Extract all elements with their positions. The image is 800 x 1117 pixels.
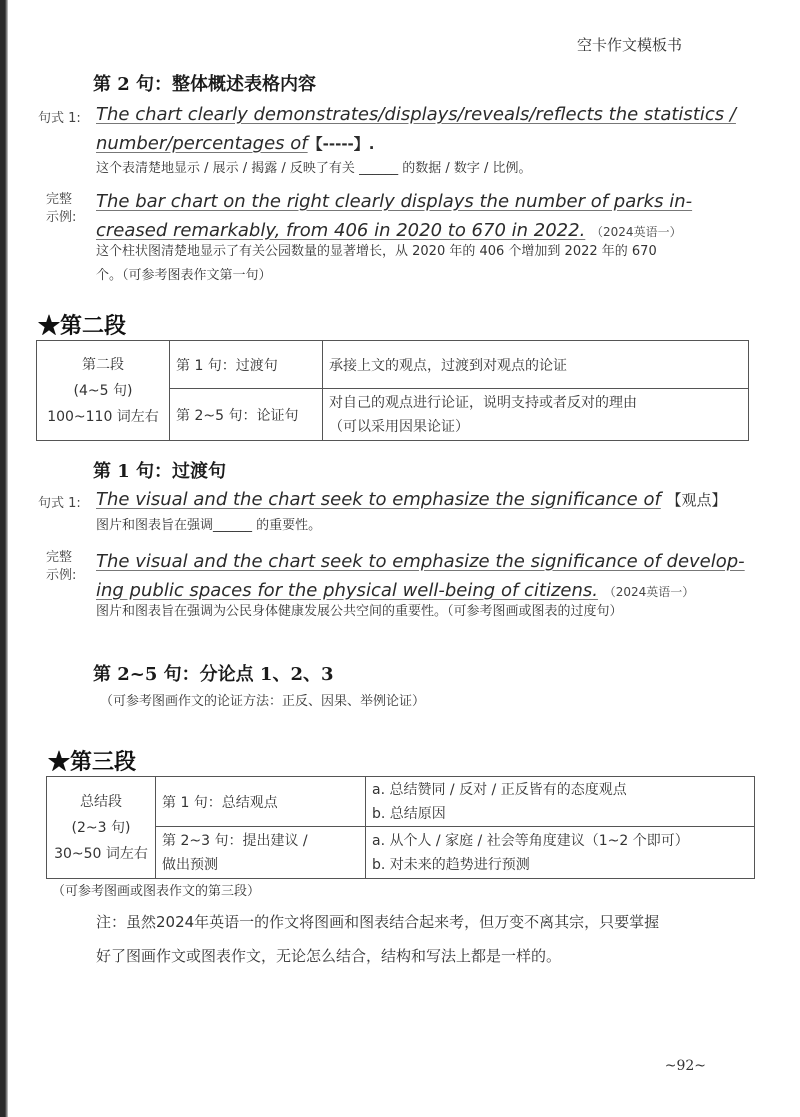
p3-row2-desc-b: b. 对未来的趋势进行预测 (372, 856, 530, 873)
p3-left-cell (47, 777, 156, 879)
p3-row1-desc (366, 777, 755, 827)
footnote (96, 905, 786, 973)
s1-example-source: （2024英语一） (603, 585, 695, 599)
p3-left-line3: 30~50 词左右 (54, 845, 148, 862)
pattern-line-1: The chart clearly demonstrates/displays/reveals/reflects the statistics / (96, 104, 736, 125)
s1-pattern-bracket: 【观点】 (666, 491, 727, 509)
example-translation (96, 240, 766, 288)
p2-row2-desc-line1: 对自己的观点进行论证，说明支持或者反对的理由 (329, 394, 637, 411)
paragraph3-table (46, 776, 755, 879)
s1-pattern-translation: 图片和图表旨在强调______ 的重要性。 (96, 518, 322, 533)
example-translation-line1: 这个柱状图清楚地显示了有关公园数量的显著增长，从 2020 年的 406 个增加到 2022 年的 670 (96, 244, 657, 259)
s1-example-line2: ing public spaces for the physical well-being of citizens. (96, 580, 598, 601)
p2-row1-label: 第 1 句：过渡句 (170, 341, 323, 389)
s1-example-label (46, 549, 90, 585)
sentence2-5-heading: 第 2~5 句：分论点 1、2、3 (93, 664, 334, 685)
running-header: 空卡作文模板书 (576, 36, 682, 54)
example-english (96, 187, 776, 247)
p2-left-line1: 第二段 (82, 356, 124, 373)
sentence2-5-note: （可参考图画作文的论证方法：正反、因果、举例论证） (100, 694, 426, 709)
p3-row1-desc-b: b. 总结原因 (372, 805, 446, 822)
sentence1-heading: 第 1 句：过渡句 (93, 461, 227, 482)
pattern-translation: 这个表清楚地显示 / 展示 / 揭露 / 反映了有关 ______ 的数据 / 数字 / 比例。 (96, 161, 532, 176)
p3-row2-desc-a: a. 从个人 / 家庭 / 社会等角度建议（1~2 个即可） (372, 832, 689, 849)
p2-left-line2: (4~5 句) (73, 382, 133, 399)
p2-left-cell (37, 341, 170, 441)
footnote-line2: 好了图画作文或图表作文，无论怎么结合，结构和写法上都是一样的。 (96, 947, 562, 965)
sentence2-heading: 第 2 句：整体概述表格内容 (93, 74, 317, 95)
s1-example-line1: The visual and the chart seek to emphasize the significance of develop- (96, 551, 745, 572)
pattern-english (96, 100, 776, 159)
book-spine-shadow (0, 0, 8, 1117)
p3-row2-label-line2: 做出预测 (162, 856, 218, 873)
placeholder-bracket: 【-----】. (307, 135, 375, 153)
p3-left-line1: 总结段 (80, 793, 122, 810)
p3-row2-label-line1: 第 2~3 句：提出建议 / (162, 832, 308, 849)
s1-example-english (96, 547, 776, 607)
p3-row2-desc (366, 827, 755, 879)
paragraph3-title: ★第三段 (48, 749, 137, 775)
p2-row2-desc (323, 389, 749, 441)
example-label-line2: 示例: (46, 210, 77, 225)
s1-example-translation: 图片和图表旨在强调为公民身体健康发展公共空间的重要性。（可参考图画或图表的过度句） (96, 604, 623, 619)
page-number: ~92~ (664, 1058, 706, 1074)
s1-example-label-line1: 完整 (46, 550, 73, 565)
p2-row2-label: 第 2~5 句：论证句 (170, 389, 323, 441)
p2-row1-desc: 承接上文的观点，过渡到对观点的论证 (323, 341, 749, 389)
p2-row2-desc-line2: （可以采用因果论证） (329, 418, 469, 435)
paragraph2-table (36, 340, 749, 441)
pattern-line-2: number/percentages of (96, 133, 308, 154)
example-line-1: The bar chart on the right clearly displays the number of parks in- (96, 191, 693, 212)
s1-pattern-text: The visual and the chart seek to emphasize the significance of (96, 489, 661, 510)
p2-left-line3: 100~110 词左右 (47, 408, 159, 425)
p3-row1-desc-a: a. 总结赞同 / 反对 / 正反皆有的态度观点 (372, 781, 627, 798)
s1-pattern-label: 句式 1: (38, 496, 81, 511)
example-label-line1: 完整 (46, 192, 73, 207)
example-line-2: creased remarkably, from 406 in 2020 to 670 in 2022. (96, 220, 586, 241)
example-translation-line2: 个。（可参考图表作文第一句） (96, 268, 272, 283)
pattern-label: 句式 1: (38, 111, 81, 126)
footnote-line1: 注：虽然2024年英语一的作文将图画和图表结合起来考，但万变不离其宗，只要掌握 (96, 913, 660, 931)
s1-example-label-line2: 示例: (46, 568, 77, 583)
p3-left-line2: (2~3 句) (71, 819, 131, 836)
paragraph2-title: ★第二段 (38, 313, 127, 339)
example-label (46, 191, 90, 227)
s1-pattern-english (96, 485, 786, 515)
paragraph3-reference: （可参考图画或图表作文的第三段） (52, 884, 261, 899)
p3-row2-label (156, 827, 366, 879)
p3-row1-label: 第 1 句：总结观点 (156, 777, 366, 827)
example-source: （2024英语一） (591, 225, 682, 239)
